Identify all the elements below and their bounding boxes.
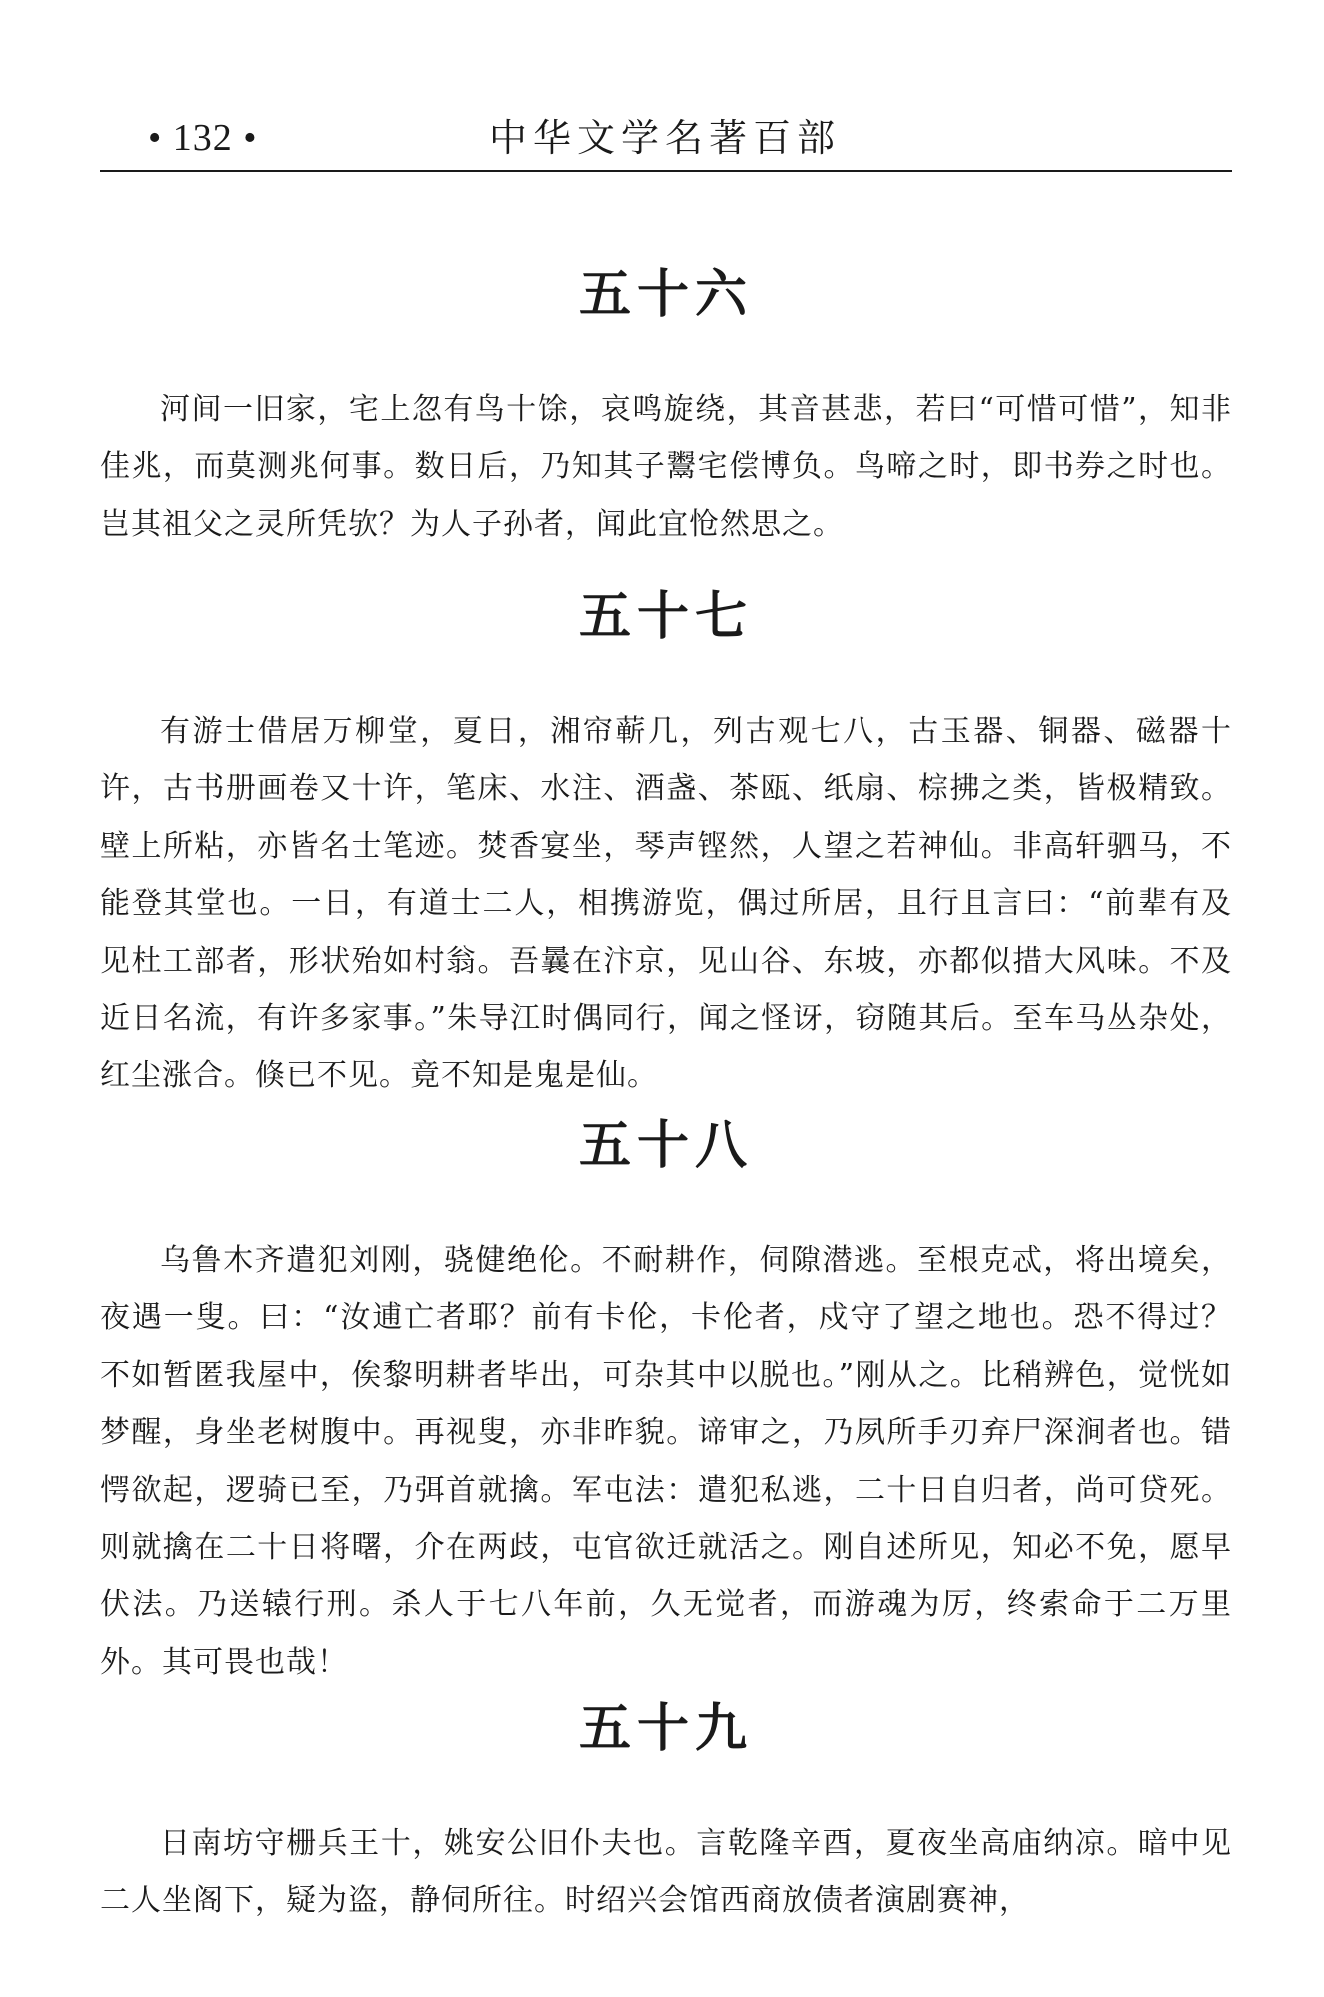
- section-title: 五十六: [578, 265, 753, 325]
- section-body: 有游士借居万柳堂，夏日，湘帘蕲几，列古观七八，古玉器、铜器、磁器十许，古书册画卷又十许，笔床、水注、酒盏、茶瓯、纸扇、棕拂之类，皆极精致。壁上所粘，亦皆名士笔迹。焚香宴坐，琴声铿然，人望之若神仙。非高轩驷马，不能登其堂也。一日，有道士二人，相携游览，偶过所居，且行且言曰：“前辈有及见杜工部者，形状殆如村翁。吾曩在汴京，见山谷、东坡，亦都似措大风味。不及近日名流，有许多家事。”朱导江时偶同行，闻之怪讶，窃随其后。至车马丛杂处，红尘涨合。倏已不见。竟不知是鬼是仙。: [100, 714, 1232, 1094]
- section-title: 五十八: [578, 1116, 753, 1176]
- section-body: 日南坊守栅兵王十，姚安公旧仆夫也。言乾隆辛酉，夏夜坐高庙纳凉。暗中见二人坐阁下，疑为盗，静伺所往。时绍兴会馆西商放债者演剧赛神，: [100, 1826, 1232, 1919]
- section-title: 五十七: [578, 587, 753, 647]
- page-number: • 132 •: [148, 117, 258, 159]
- running-header: [100, 108, 1230, 172]
- section-body: 河间一旧家，宅上忽有鸟十馀，哀鸣旋绕，其音甚悲，若曰“可惜可惜”，知非佳兆，而莫测兆何事。数日后，乃知其子鬻宅偿博负。鸟啼之时，即书券之时也。岂其祖父之灵所凭欤？为人子孙者，闻此宜怆然思之。: [100, 392, 1232, 542]
- section-body: 乌鲁木齐遣犯刘刚，骁健绝伦。不耐耕作，伺隙潜逃。至根克忒，将出境矣，夜遇一叟。曰：“汝逋亡者耶？前有卡伦，卡伦者，戍守了望之地也。恐不得过？不如暂匿我屋中，俟黎明耕者毕出，可杂其中以脱也。”刚从之。比稍辨色，觉恍如梦醒，身坐老树腹中。再视叟，亦非昨貌。谛审之，乃夙所手刃弃尸深涧者也。错愕欲起，逻骑已至，乃弭首就擒。军屯法：遣犯私逃，二十日自归者，尚可贷死。则就擒在二十日将曙，介在两歧，屯官欲迁就活之。刚自述所见，知必不免，愿早伏法。乃送辕行刑。杀人于七八年前，久无觉者，而游魂为厉，终索命于二万里外。其可畏也哉！: [100, 1243, 1232, 1680]
- section-58: [100, 1114, 1232, 1691]
- section-56: [100, 263, 1232, 553]
- section-59: [100, 1697, 1232, 1930]
- section-57: [100, 585, 1232, 1105]
- header-rule: [100, 170, 1232, 172]
- book-title: 中华文学名著百部: [488, 116, 841, 160]
- section-title: 五十九: [578, 1699, 753, 1759]
